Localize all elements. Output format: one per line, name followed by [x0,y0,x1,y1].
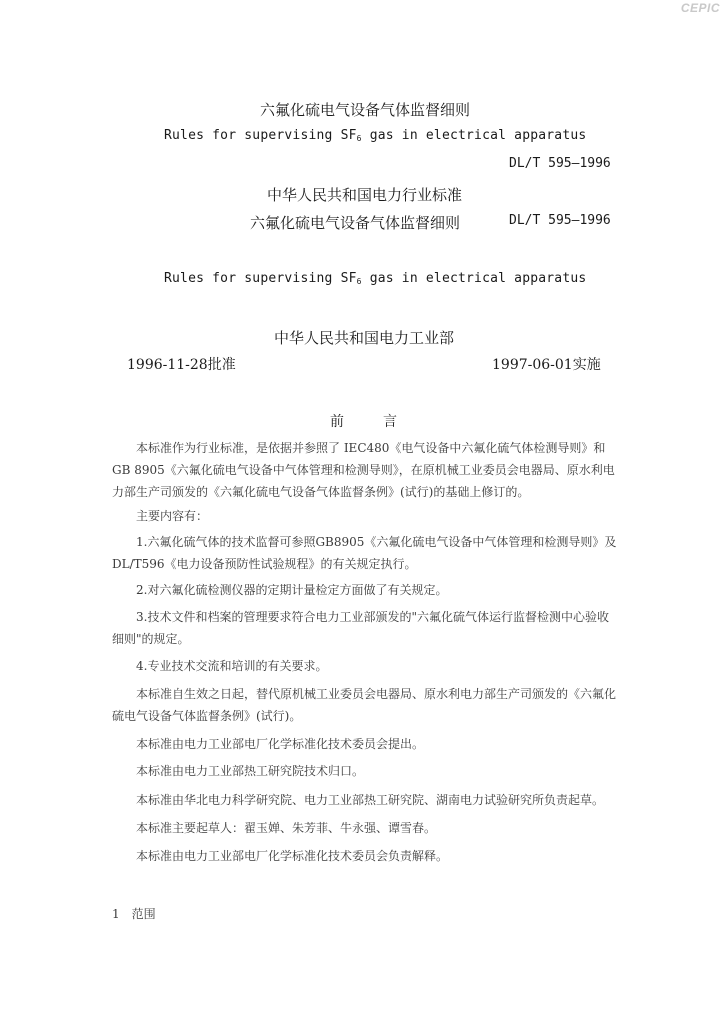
foreword-heading-left: 前 [330,414,344,430]
foreword-paragraph-10: 本标准由华北电力科学研究院、电力工业部热工研究院、湖南电力试验研究所负责起草。 [136,793,605,807]
industry-standard-title: 中华人民共和国电力行业标准 [267,186,463,204]
foreword-paragraph-11: 本标准主要起草人：翟玉婵、朱芳菲、牛永强、谭雪春。 [136,821,437,835]
approval-date: 1996-11-28批准 [127,357,236,373]
cn-title-top: 六氟化硫电气设备气体监督细则 [260,101,471,119]
foreword-paragraph-7: 本标准自生效之日起，替代原机械工业委员会电器局、原水利电力部生产司颁发的《六氟化硫电气设备气体监督条例》(试行)。 [112,687,617,723]
standard-code-top: DL/T 595—1996 [509,156,611,171]
foreword-paragraph-2: 主要内容有： [136,509,209,523]
foreword-paragraph-5: 3.技术文件和档案的管理要求符合电力工业部颁发的"六氟化硫气体运行监督检测中心验收细则"的规定。 [112,610,609,646]
foreword-paragraph-9: 本标准由电力工业部热工研究院技术归口。 [136,764,365,778]
foreword-paragraph-8: 本标准由电力工业部电厂化学标准化技术委员会提出。 [136,737,425,751]
foreword-heading-right: 言 [383,414,397,430]
ministry-name: 中华人民共和国电力工业部 [274,329,455,347]
foreword-paragraph-12: 本标准由电力工业部电厂化学标准化技术委员会负责解释。 [136,849,449,863]
section-1-heading: 1 范围 [112,907,156,921]
foreword-paragraph-4: 2.对六氟化硫检测仪器的定期计量检定方面做了有关规定。 [136,583,448,597]
foreword-paragraph-1: 本标准作为行业标准，是依据并参照了 IEC480《电气设备中六氟化硫气体检测导则》和 GB 8905《六氟化硫电气设备中气体管理和检测导则》，在原机械工业委员会电器局、原水利电力部生产司颁发的《六氟化硫电气设备气体监督条例》(试行)的基础上修订的。 [112,441,615,499]
foreword-paragraph-3: 1.六氟化硫气体的技术监督可参照GB8905《六氟化硫电气设备中气体管理和检测导则》及DL/T596《电力设备预防性试验规程》的有关规定执行。 [112,535,617,571]
standard-code-main: DL/T 595—1996 [509,213,611,228]
en-title-top: Rules for supervising $SF_6$ gas in electrical apparatus [164,128,587,143]
foreword-paragraph-6: 4.专业技术交流和培训的有关要求。 [136,659,328,673]
cn-title-main: 六氟化硫电气设备气体监督细则 [250,214,461,232]
en-title-main: Rules for supervising $SF_6$ gas in electrical apparatus [164,271,587,286]
effective-date: 1997-06-01实施 [492,357,601,373]
cepic-watermark-logo: CEPIC [680,1,720,15]
